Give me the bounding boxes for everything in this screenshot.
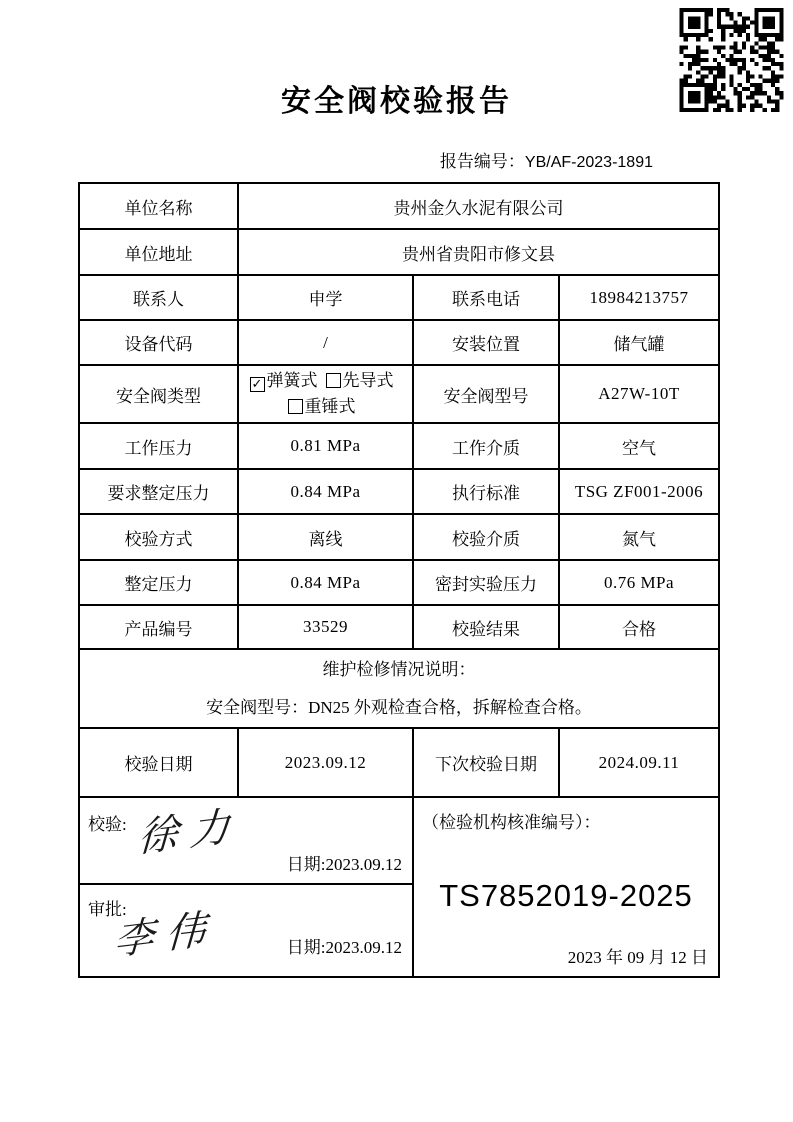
value-set-pressure: 0.84 MPa bbox=[238, 560, 413, 605]
approver-label: 审批: bbox=[88, 900, 127, 919]
value-next-verify-date: 2024.09.11 bbox=[559, 728, 719, 797]
label-required-set-pressure: 要求整定压力 bbox=[79, 469, 238, 514]
table-row bbox=[79, 728, 719, 797]
checkbox-weight-label: 重锤式 bbox=[304, 397, 356, 416]
table-row bbox=[79, 183, 719, 229]
maintenance-note-cell bbox=[79, 649, 719, 728]
verifier-date-value: 2023.09.12 bbox=[325, 855, 402, 874]
label-equipment-code: 设备代码 bbox=[79, 320, 238, 365]
label-valve-type: 安全阀类型 bbox=[79, 365, 238, 423]
report-number-value: YB/AF-2023-1891 bbox=[524, 154, 653, 171]
label-product-no: 产品编号 bbox=[79, 605, 238, 649]
approver-date-label: 日期: bbox=[286, 938, 326, 957]
maintenance-note-title: 维护检修情况说明： bbox=[322, 659, 476, 679]
valve-type-option bbox=[326, 371, 394, 390]
valve-type-option bbox=[250, 371, 318, 390]
value-verify-medium: 氮气 bbox=[559, 514, 719, 560]
label-unit-name: 单位名称 bbox=[79, 183, 238, 229]
value-working-pressure: 0.81 MPa bbox=[238, 423, 413, 469]
value-verify-date: 2023.09.12 bbox=[238, 728, 413, 797]
checkbox-pilot-icon bbox=[326, 373, 341, 388]
agency-date: 2023 年 09 月 12 日 bbox=[567, 948, 708, 967]
agency-approval-number: TS7852019-2025 bbox=[439, 878, 693, 913]
agency-approval-label: （检验机构核准编号）： bbox=[422, 813, 601, 832]
report-table bbox=[78, 182, 720, 978]
value-required-set-pressure: 0.84 MPa bbox=[238, 469, 413, 514]
approver-date bbox=[287, 933, 402, 958]
value-valve-model: A27W-10T bbox=[559, 365, 719, 423]
label-unit-address: 单位地址 bbox=[79, 229, 238, 275]
value-contact-phone: 18984213757 bbox=[559, 275, 719, 320]
label-set-pressure: 整定压力 bbox=[79, 560, 238, 605]
approver-signature-cell bbox=[79, 884, 413, 977]
label-next-verify-date: 下次校验日期 bbox=[413, 728, 559, 797]
table-row bbox=[79, 560, 719, 605]
table-row bbox=[79, 469, 719, 514]
value-product-no: 33529 bbox=[238, 605, 413, 649]
label-valve-model: 安全阀型号 bbox=[413, 365, 559, 423]
table-row bbox=[79, 514, 719, 560]
value-install-location: 储气罐 bbox=[559, 320, 719, 365]
table-row bbox=[79, 797, 719, 884]
label-working-pressure: 工作压力 bbox=[79, 423, 238, 469]
value-valve-type bbox=[238, 365, 413, 423]
checkbox-spring-label: 弹簧式 bbox=[266, 371, 318, 390]
label-working-medium: 工作介质 bbox=[413, 423, 559, 469]
value-seal-test-pressure: 0.76 MPa bbox=[559, 560, 719, 605]
maintenance-note-content: 安全阀型号：DN25 外观检查合格，拆解检查合格。 bbox=[206, 697, 592, 717]
checkbox-pilot-label: 先导式 bbox=[342, 371, 394, 390]
verifier-signature-cell bbox=[79, 797, 413, 884]
table-row bbox=[79, 365, 719, 423]
label-install-location: 安装位置 bbox=[413, 320, 559, 365]
value-unit-address: 贵州省贵阳市修文县 bbox=[238, 229, 719, 275]
label-verify-medium: 校验介质 bbox=[413, 514, 559, 560]
label-seal-test-pressure: 密封实验压力 bbox=[413, 560, 559, 605]
valve-type-option bbox=[288, 397, 356, 416]
approver-date-value: 2023.09.12 bbox=[325, 938, 402, 957]
report-number bbox=[0, 147, 653, 172]
table-row bbox=[79, 275, 719, 320]
approver-signature: 李伟 bbox=[113, 905, 219, 964]
report-number-label: 报告编号： bbox=[439, 152, 525, 171]
table-row bbox=[79, 320, 719, 365]
label-verify-method: 校验方式 bbox=[79, 514, 238, 560]
verifier-signature: 徐力 bbox=[137, 802, 243, 861]
page-title: 安全阀校验报告 bbox=[281, 85, 512, 118]
value-working-medium: 空气 bbox=[559, 423, 719, 469]
checkbox-weight-icon bbox=[288, 399, 303, 414]
value-contact-person: 申学 bbox=[238, 275, 413, 320]
label-verify-result: 校验结果 bbox=[413, 605, 559, 649]
value-verify-method: 离线 bbox=[238, 514, 413, 560]
value-equipment-code: / bbox=[238, 320, 413, 365]
label-verify-date: 校验日期 bbox=[79, 728, 238, 797]
table-row bbox=[79, 229, 719, 275]
verifier-date-label: 日期: bbox=[286, 855, 326, 874]
table-row bbox=[79, 605, 719, 649]
label-standard: 执行标准 bbox=[413, 469, 559, 514]
verifier-label: 校验: bbox=[88, 815, 127, 834]
value-unit-name: 贵州金久水泥有限公司 bbox=[238, 183, 719, 229]
value-standard: TSG ZF001-2006 bbox=[559, 469, 719, 514]
checkbox-spring-icon: ✓ bbox=[250, 377, 265, 392]
label-contact-phone: 联系电话 bbox=[413, 275, 559, 320]
verifier-date bbox=[287, 850, 402, 875]
label-contact-person: 联系人 bbox=[79, 275, 238, 320]
agency-cell bbox=[413, 797, 719, 977]
value-verify-result: 合格 bbox=[559, 605, 719, 649]
table-row bbox=[79, 649, 719, 728]
table-row bbox=[79, 423, 719, 469]
